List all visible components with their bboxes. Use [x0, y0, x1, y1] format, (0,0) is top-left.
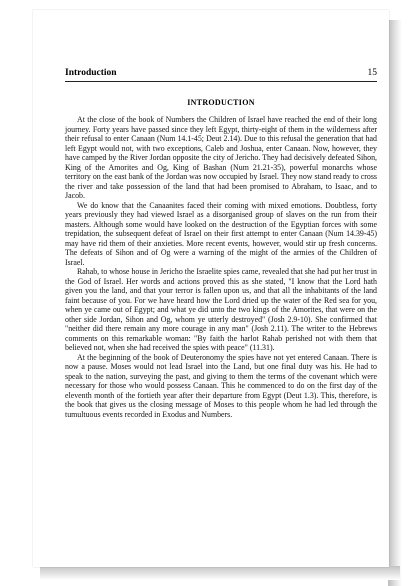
header-rule — [65, 81, 377, 82]
page-shadow-right — [388, 20, 402, 586]
chapter-heading: INTRODUCTION — [187, 98, 255, 107]
running-head — [65, 66, 377, 80]
paragraph: Rahab, to whose house in Jericho the Israelite spies came, revealed that she had put her trust in the God of Israel. Her words and actions proved this as she stated, "I know that the Lord hath given you the land, and that your terror is fallen upon us, and that all the inhabitants of the land faint because of you. For we have heard how the Lord dried up the water of the Red sea for you, when ye came out of Egypt; and what ye did unto the two kings of the Amorites, that were on the other side Jordan, Sihon and Og, whom ye utterly destroyed" (Josh 2.9-10). She confirmed that "neither did there remain any more courage in any man" (Josh 2.11). The writer to the Hebrews comments on this remarkable woman: "By faith the harlot Rahab perished not with them that believed not, when she had received the spies with peace" (11.31). — [65, 267, 377, 352]
paragraph: We do know that the Canaanites faced their coming with mixed emotions. Doubtless, forty years previously they had viewed Israel as a disorganised group of slaves on the run from their masters. Although some would have looked on the destruction of the Egyptian forces with some trepidation, the subsequent defeat of Israel on their first attempt to enter Canaan (Num 14.39-45) may have rid them of their anxieties. More recent events, however, would stir up fresh concerns. The defeats of Sihon and of Og were a warning of the might of the armies of the Children of Israel. — [65, 200, 377, 267]
body-text — [65, 115, 377, 419]
page-number: 15 — [367, 68, 377, 78]
paragraph: At the close of the book of Numbers the Children of Israel have reached the end of their long journey. Forty years have passed since they left Egypt, thirty-eight of them in the wilderness after their refusal to enter Canaan (Num 14.1-45; Deut 2.14). Due to this refusal the generation that had left Egypt would not, with two exceptions, Caleb and Joshua, enter Canaan. Now, however, they have camped by the River Jordan opposite the city of Jericho. They had decisively defeated Sihon, King of the Amorites and Og, King of Bashan (Num 21.21-35), powerful monarchs whose territory on the east bank of the Jordan was now occupied by Israel. They now stand ready to cross the river and take possession of the land that had been promised to Abraham, to Isaac, and to Jacob. — [65, 115, 377, 200]
book-page — [33, 10, 389, 567]
running-head-title: Introduction — [65, 68, 117, 78]
page-shadow-bottom — [40, 566, 400, 580]
paragraph: At the beginning of the book of Deuteronomy the spies have not yet entered Canaan. There is now a pause. Moses would not lead Israel into the Land, but one final duty was his. He had to speak to the nation, surveying the past, and giving to them the terms of the covenant which were necessary for those who would possess Canaan. This he commenced to do on the first day of the eleventh month of the fortieth year after their departure from Egypt (Deut 1.3). This, therefore, is the book that gives us the closing message of Moses to this people whom he had led through the tumultuous events recorded in Exodus and Numbers. — [65, 352, 377, 419]
